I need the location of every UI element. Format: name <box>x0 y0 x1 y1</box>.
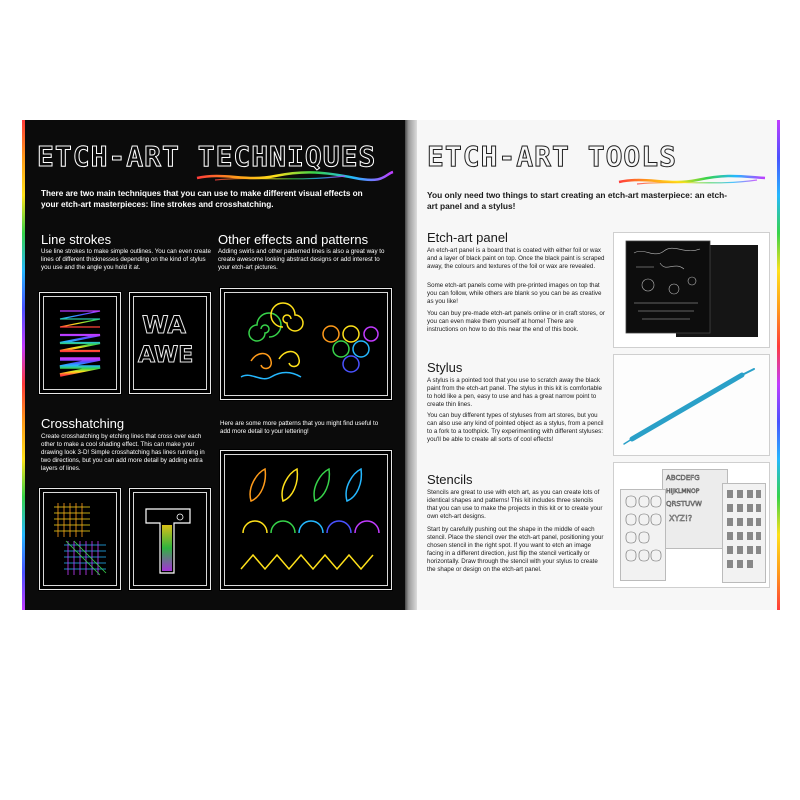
more-patterns-body: Here are some more patterns that you might find useful to add more detail to your lettering! <box>220 420 379 435</box>
crosshatching-body: Create crosshatching by etching lines that cross over each other to make a cool shading effect. This can make your drawing look 3-D! Simple crosshatching has lines running in two directions, but you can add more detail by adding extra layers of lines. <box>41 433 205 472</box>
outline-letters-panel <box>129 292 211 394</box>
left-intro-text: There are two main techniques that you can use to make different visual effects on your etch-art masterpieces: line strokes and crosshatching. <box>41 189 363 209</box>
left-page-title: ETCH-ART TECHNIQUES <box>37 140 377 173</box>
rainbow-scribble-left <box>195 168 395 184</box>
right-page <box>417 120 777 610</box>
stencil-sheet-left <box>620 489 666 581</box>
shaded-letter-panel <box>129 488 211 590</box>
line-strokes-illustration <box>40 293 120 393</box>
lettering-patterns-illustration <box>221 451 391 589</box>
stylus-heading: Stylus <box>427 360 463 375</box>
shaded-letter-illustration <box>130 489 210 589</box>
stencil-letters-row-1: ABCDEFG <box>666 474 700 482</box>
line-strokes-heading: Line strokes <box>41 232 112 247</box>
stylus-illustration <box>614 355 769 455</box>
rainbow-scribble-right <box>617 172 767 188</box>
line-strokes-body: Use line strokes to make simple outlines. You can even create lines of different thicknesses depending on the kind of stylus you use and the angle you hold it at. <box>41 248 211 271</box>
stencils-heading: Stencils <box>427 472 473 487</box>
stencils-photo <box>613 462 770 588</box>
swirls-panel <box>220 288 392 400</box>
etch-art-panel-body-2: Some etch-art panels come with pre-printed images on top that you can follow, while others are blank so you can be as creative as you like! <box>427 282 602 305</box>
other-effects-body: Adding swirls and other patterned lines is also a great way to create awesome looking abstract designs or add interest to your etch-art pictures. <box>218 248 385 271</box>
crosshatching-illustration <box>40 489 120 589</box>
stencils-body-1: Stencils are great to use with etch art, as you can create lots of identical shapes and patterns! This kit includes three stencils that you can use to make the projects in this kit or to create your own etch-art designs. <box>427 489 603 520</box>
stencils-body-2: Start by carefully pushing out the shape in the middle of each stencil. Place the stencil over the etch-art panel, positioning your chosen stencil in the right spot. If you want to etch an image facing in a different direction, just flip the stencil vertically or horizontally. Draw through the stencil with your stylus to create the shape or design on the etch-art panel. <box>427 526 604 573</box>
stencil-letters-row-4: XYZ!? <box>669 514 693 523</box>
right-page-title: ETCH-ART TOOLS <box>427 140 678 173</box>
stencil-sheet-right <box>722 483 766 583</box>
stencil-sheet-back <box>662 469 728 549</box>
crosshatching-heading: Crosshatching <box>41 416 125 431</box>
right-rainbow-page-edge <box>777 120 780 610</box>
right-intro-text: You only need two things to start creating an etch-art masterpiece: an etch-art panel and a stylus! <box>427 190 728 211</box>
left-page <box>25 120 405 610</box>
stylus-body-1: A stylus is a pointed tool that you use to scratch away the black paint from the etch-art panel. The stylus in this kit is comfortable to hold like a pen, easy to use and has a great narrow point to create thin lines. <box>427 377 602 408</box>
black-panels-illustration <box>614 233 769 347</box>
stylus-body-2: You can buy different types of styluses from art stores, but you can also use any kind of pointed object as a stylus, from a pencil to a fork to a toothpick. Try experimenting with different styluses: you'll be able to create all sorts of cool effects! <box>427 412 604 443</box>
lettering-patterns-panel <box>220 450 392 590</box>
book-gutter <box>403 120 417 610</box>
crosshatching-panel <box>39 488 121 590</box>
stylus-photo <box>613 354 770 456</box>
stencil-bubble-letters <box>621 490 665 580</box>
panel-text-wa: WA <box>142 311 186 339</box>
stencil-letters-row-2: HIJKLMNOP <box>666 488 700 495</box>
stencil-block-letters <box>723 484 765 582</box>
etch-art-panel-body-3: You can buy pre-made etch-art panels online or in craft stores, or you can even make them yourself at home! There are instructions on how to do this near the end of this book. <box>427 310 605 333</box>
other-effects-heading: Other effects and patterns <box>218 232 369 247</box>
etch-art-panel-heading: Etch-art panel <box>427 230 508 245</box>
etch-art-panel-photo <box>613 232 770 348</box>
stencil-letters-row-3: QRSTUVW <box>666 500 702 508</box>
line-strokes-panel <box>39 292 121 394</box>
etch-art-panel-body-1: An etch-art panel is a board that is coated with either foil or wax and a layer of black paint on top. Once the black paint is scraped away, the colours and textures of the foil or wax are revealed. <box>427 247 605 270</box>
panel-text-awe: AWE <box>138 343 194 368</box>
swirl-patterns-illustration <box>221 289 391 399</box>
